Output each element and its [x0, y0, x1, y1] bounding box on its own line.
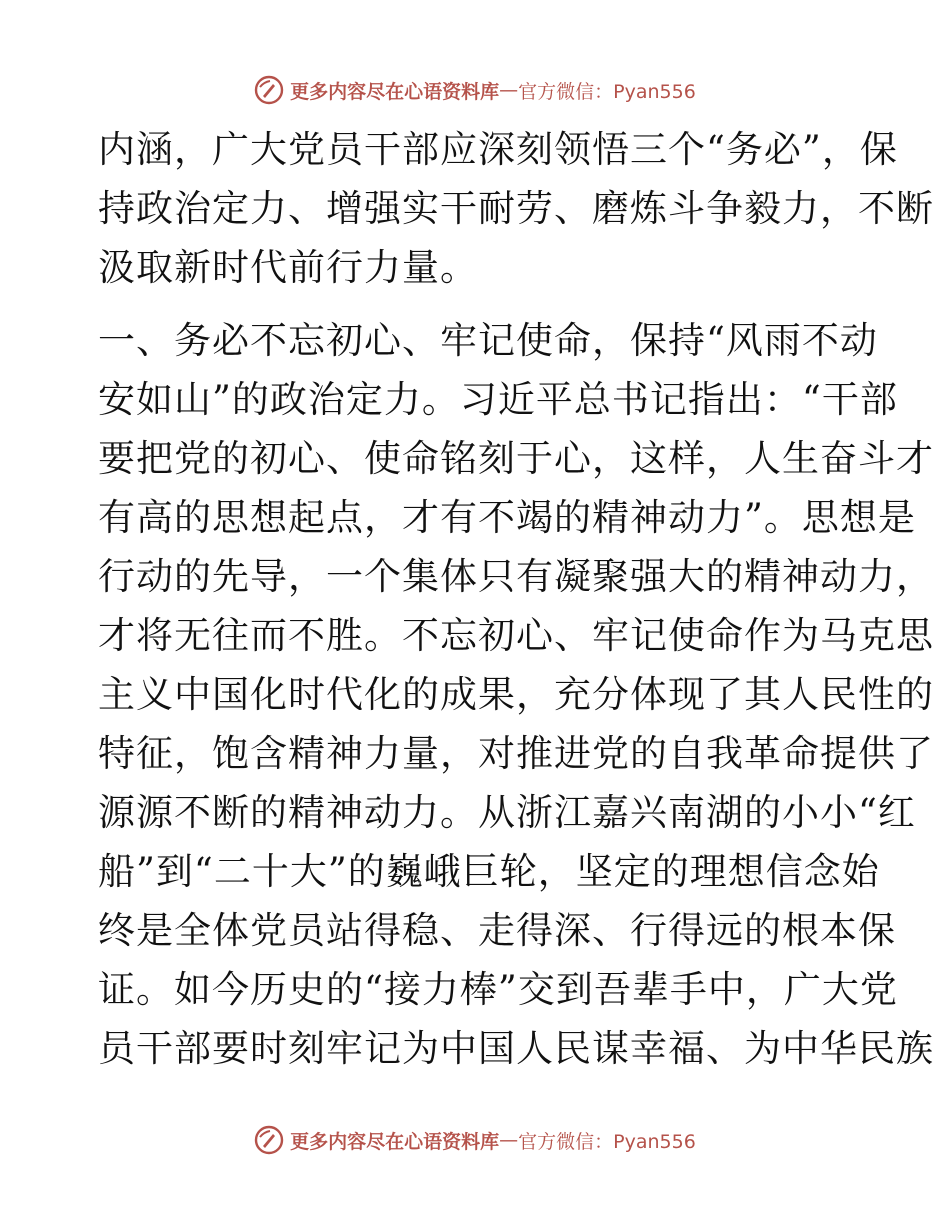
text-line: 特征，饱含精神力量，对推进党的自我革命提供了: [98, 732, 934, 775]
text-line: 员干部要时刻牢记为中国人民谋幸福、为中华民族: [98, 1027, 934, 1070]
text-line: 有高的思想起点，才有不竭的精神动力”。思想是: [98, 496, 916, 539]
text-line: 主义中国化时代化的成果，充分体现了其人民性的: [98, 673, 934, 716]
document-body: [98, 120, 934, 1078]
watermark-dash: —: [499, 79, 519, 101]
footer-watermark: [0, 1123, 950, 1157]
text-line: 行动的先导，一个集体只有凝聚强大的精神动力，: [98, 555, 934, 598]
paragraph-2: [98, 311, 934, 1078]
text-line: 证。如今历史的“接力棒”交到吾辈手中，广大党: [98, 968, 898, 1011]
header-watermark: [0, 73, 950, 107]
watermark-site-text: 更多内容尽在心语资料库: [290, 80, 500, 103]
watermark-wechat-text: 官方微信：Pyan556: [518, 80, 696, 103]
text-line: 内涵，广大党员干部应深刻领悟三个“务必”，保: [98, 128, 898, 171]
watermark-wechat-text: 官方微信：Pyan556: [518, 1130, 696, 1153]
text-line: 船”到“二十大”的巍峨巨轮，坚定的理想信念始: [98, 850, 880, 893]
paragraph-1: [98, 120, 934, 297]
text-line: 终是全体党员站得稳、走得深、行得远的根本保: [98, 909, 896, 952]
text-line: 汲取新时代前行力量。: [98, 246, 478, 289]
logo-icon: [254, 1125, 284, 1155]
text-line: 才将无往而不胜。不忘初心、牢记使命作为马克思: [98, 614, 934, 657]
watermark-site-text: 更多内容尽在心语资料库: [290, 1130, 500, 1153]
text-line: 持政治定力、增强实干耐劳、磨炼斗争毅力，不断: [98, 187, 934, 230]
text-line: 源源不断的精神动力。从浙江嘉兴南湖的小小“红: [98, 791, 916, 834]
watermark-dash: —: [499, 1129, 519, 1151]
text-line: 安如山”的政治定力。习近平总书记指出：“干部: [98, 378, 898, 421]
text-line: 要把党的初心、使命铭刻于心，这样，人生奋斗才: [98, 437, 934, 480]
logo-icon: [254, 75, 284, 105]
text-line: 一、务必不忘初心、牢记使命，保持“风雨不动: [98, 319, 878, 362]
